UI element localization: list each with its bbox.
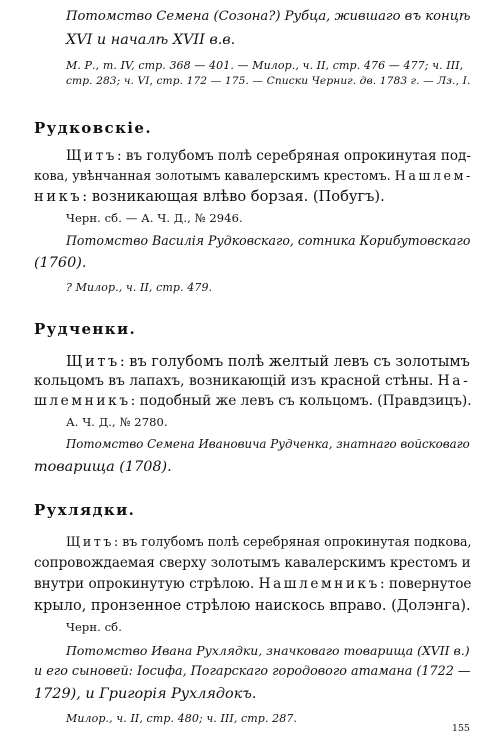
intro-lead-line-2: XVI и началѣ XVII в.в.: [66, 32, 236, 48]
nashlemnik-label: Нашлем-: [394, 168, 473, 183]
shield-text: : въ голубомъ полѣ желтый левъ съ золотымъ: [119, 354, 470, 370]
shield-text: : повернутое: [379, 576, 472, 592]
shield-text: : подобный же левъ съ кольцомъ. (Правдзицъ).: [130, 393, 472, 409]
shield-description-line: [34, 395, 472, 409]
shield-text: : въ голубомъ полѣ серебряная опрокинутая под-: [117, 148, 471, 164]
shield-text: кова, увѣнчанная золотымъ кавалерскимъ крестомъ.: [34, 168, 391, 183]
source-reference: Черн. сб.: [66, 620, 122, 634]
lineage-line: и его сыновей: Іосифа, Погарскаго городового атамана (1722 —: [34, 664, 471, 679]
lineage-line: 1729), и Григорія Рухлядокъ.: [34, 686, 257, 702]
literature-reference: Милор., ч. II, стр. 480; ч. III, стр. 287.: [66, 712, 298, 725]
entry-heading-rudkovskie: Рудковскіе.: [34, 119, 152, 137]
shield-label: Щитъ: [66, 534, 115, 549]
shield-text: : въ голубомъ полѣ серебряная опрокинутая подкова,: [114, 534, 472, 549]
shield-description-line: [66, 150, 471, 164]
shield-text: кольцомъ въ лапахъ, возникающій изъ красной стѣны.: [34, 373, 434, 389]
lineage-line: (1760).: [34, 255, 87, 271]
nashlemnik-label: Нашлемникъ: [258, 576, 380, 592]
shield-description-line: [34, 170, 473, 183]
shield-description-line: [34, 578, 472, 592]
lineage-line: Потомство Семена Ивановича Рудченка, знатнаго войсковаго: [66, 437, 470, 451]
nashlemnik-label: На-: [437, 373, 471, 389]
nashlemnik-label: шлемникъ: [34, 393, 131, 409]
source-reference: А. Ч. Д., № 2780.: [66, 415, 168, 429]
shield-description-line: [66, 355, 470, 369]
intro-ref-line-2: стр. 283; ч. VI, стр. 172 — 175. — Списки Черниг. дв. 1783 г. — Лз., I.: [66, 74, 471, 87]
literature-reference: ? Милор., ч. II, стр. 479.: [66, 281, 213, 294]
source-reference: Черн. сб. — А. Ч. Д., № 2946.: [66, 211, 243, 225]
nashlemnik-label: никъ: [34, 188, 83, 205]
shield-description-line: крыло, пронзенное стрѣлою наискось вправо. (Долэнга).: [34, 598, 471, 614]
intro-lead-line-1: Потомство Семена (Созона?) Рубца, жившаго въ концѣ: [66, 9, 471, 24]
entry-heading-rudchenki: Рудченки.: [34, 320, 137, 338]
shield-description-line: [66, 536, 472, 549]
lineage-line: Потомство Василія Рудковскаго, сотника Корибутовскаго: [66, 233, 471, 248]
shield-text: внутри опрокинутую стрѣлою.: [34, 576, 255, 592]
shield-description-line: сопровождаемая сверху золотымъ кавалерскимъ крестомъ и: [34, 555, 471, 571]
lineage-line: товарища (1708).: [34, 459, 172, 475]
lineage-line: Потомство Ивана Рухлядки, значковаго товарища (XVII в.): [66, 643, 470, 658]
shield-description-line: [34, 375, 470, 389]
shield-text: : возникающая влѣво борзая. (Побугъ).: [82, 188, 385, 205]
entry-heading-rukhlyadki: Рухлядки.: [34, 501, 136, 519]
page-number: 155: [452, 723, 470, 734]
shield-label: Щитъ: [66, 354, 120, 370]
shield-description-line: [34, 190, 385, 205]
shield-label: Щитъ: [66, 148, 118, 164]
intro-ref-line-1: М. Р., т. IV, стр. 368 — 401. — Милор., ч. II, стр. 476 — 477; ч. III,: [66, 59, 464, 72]
